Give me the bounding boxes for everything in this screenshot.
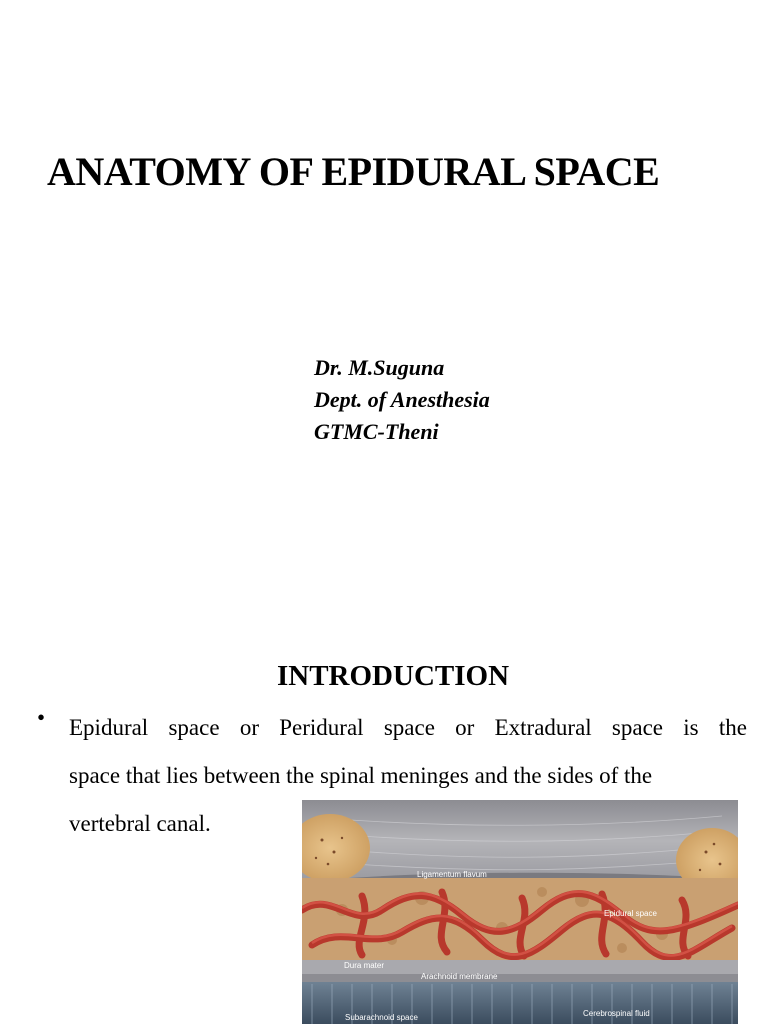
epidural-space-illustration [302, 800, 738, 1024]
label-ligamentum-flavum: Ligamentum flavum [417, 870, 487, 879]
paragraph-line: vertebral canal. [69, 811, 211, 836]
paragraph-line: space that lies between the spinal meninges and the sides of the [69, 763, 653, 788]
label-cerebrospinal-fluid: Cerebrospinal fluid [583, 1009, 650, 1018]
author-department: Dept. of Anesthesia [314, 387, 490, 412]
arachnoid-band [302, 974, 738, 982]
label-arachnoid-membrane: Arachnoid membrane [421, 972, 498, 981]
label-dura-mater: Dura mater [344, 961, 385, 970]
bullet-marker: • [37, 705, 46, 730]
author-name: Dr. M.Suguna [314, 355, 445, 380]
author-institution: GTMC-Theni [314, 419, 439, 444]
paragraph-line: Epidural space or Peridural space or Extradural space is the [69, 715, 747, 740]
label-subarachnoid-space: Subarachnoid space [345, 1013, 418, 1022]
author-block [314, 352, 490, 448]
introduction-slide [0, 640, 768, 1024]
slide-title: ANATOMY OF EPIDURAL SPACE [47, 149, 660, 194]
label-epidural-space: Epidural space [604, 909, 657, 918]
section-heading: INTRODUCTION [276, 660, 510, 692]
anatomy-diagram [302, 800, 738, 1024]
